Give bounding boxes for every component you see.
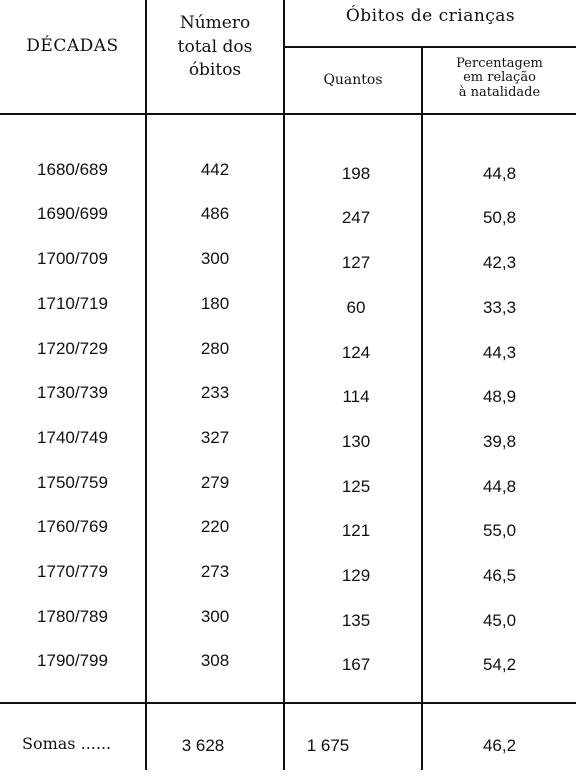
totals-total-cell: 3 628 [181,736,225,755]
total-cell: 327 [200,428,230,447]
table-row [0,517,576,561]
percentagem-cell: 50,8 [482,208,517,227]
total-cell: 180 [200,294,230,313]
decada-cell: 1690/699 [37,204,108,223]
percentagem-cell: 39,8 [482,432,517,451]
group-header-rule [285,46,576,48]
header-quantos: Quantos [323,72,383,88]
decada-cell: 1700/709 [37,249,108,268]
total-cell: 273 [200,562,230,581]
table-row [0,204,576,248]
percentagem-cell: 42,3 [482,253,517,272]
quantos-cell: 129 [341,566,371,585]
header-bottom-rule [0,113,576,115]
total-cell: 220 [200,517,230,536]
decada-cell: 1720/729 [37,339,108,358]
quantos-cell: 121 [341,521,371,540]
header-total-line-2: total dos [177,37,253,57]
decada-cell: 1760/769 [37,517,108,536]
percentagem-cell: 45,0 [482,611,517,630]
totals-label: Somas ...... [22,734,112,753]
quantos-cell: 198 [341,164,371,183]
percentagem-cell: 48,9 [482,387,517,406]
table-row [0,428,576,472]
percentagem-cell: 44,8 [482,477,517,496]
quantos-cell: 127 [341,253,371,272]
header-decadas: DÉCADAS [26,36,119,56]
quantos-cell: 130 [341,432,371,451]
quantos-cell: 167 [341,655,371,674]
quantos-cell: 114 [342,387,370,406]
table-row [0,249,576,293]
decada-cell: 1740/749 [37,428,108,447]
table-row [0,651,576,695]
table-row [0,160,576,204]
header-percentagem-line-2: em relação [463,70,536,85]
total-cell: 280 [200,339,230,358]
decada-cell: 1680/689 [37,160,108,179]
header-total-line-1: Número [179,13,251,33]
decada-cell: 1710/719 [37,294,108,313]
table-row [0,339,576,383]
header-obitos-criancas: Óbitos de crianças [345,6,516,26]
total-cell: 279 [200,473,230,492]
quantos-cell: 125 [341,477,371,496]
totals-top-rule [0,702,576,704]
total-cell: 486 [200,204,230,223]
decada-cell: 1780/789 [37,607,108,626]
decada-cell: 1790/799 [37,651,108,670]
header-percentagem-line-1: Percentagem [456,56,543,71]
table-row [0,383,576,427]
percentagem-cell: 33,3 [482,298,517,317]
percentagem-cell: 44,8 [482,164,517,183]
total-cell: 442 [200,160,230,179]
percentagem-cell: 55,0 [482,521,517,540]
totals-row [0,734,576,778]
quantos-cell: 135 [341,611,371,630]
table-row [0,607,576,651]
quantos-cell: 124 [341,343,371,362]
quantos-cell: 60 [346,298,366,317]
total-cell: 308 [200,651,230,670]
decada-cell: 1730/739 [37,383,108,402]
percentagem-cell: 44,3 [482,343,517,362]
percentagem-cell: 46,5 [482,566,517,585]
header-total-line-3: óbitos [188,60,242,80]
table-row [0,294,576,338]
totals-percentagem-cell: 46,2 [482,736,517,755]
quantos-cell: 247 [341,208,371,227]
table-row [0,473,576,517]
total-cell: 233 [200,383,230,402]
percentagem-cell: 54,2 [482,655,517,674]
totals-quantos-cell: 1 675 [306,736,350,755]
table-row [0,562,576,606]
total-cell: 300 [200,607,230,626]
header-percentagem-line-3: à natalidade [458,85,541,100]
total-cell: 300 [200,249,230,268]
decada-cell: 1770/779 [37,562,108,581]
decada-cell: 1750/759 [37,473,108,492]
